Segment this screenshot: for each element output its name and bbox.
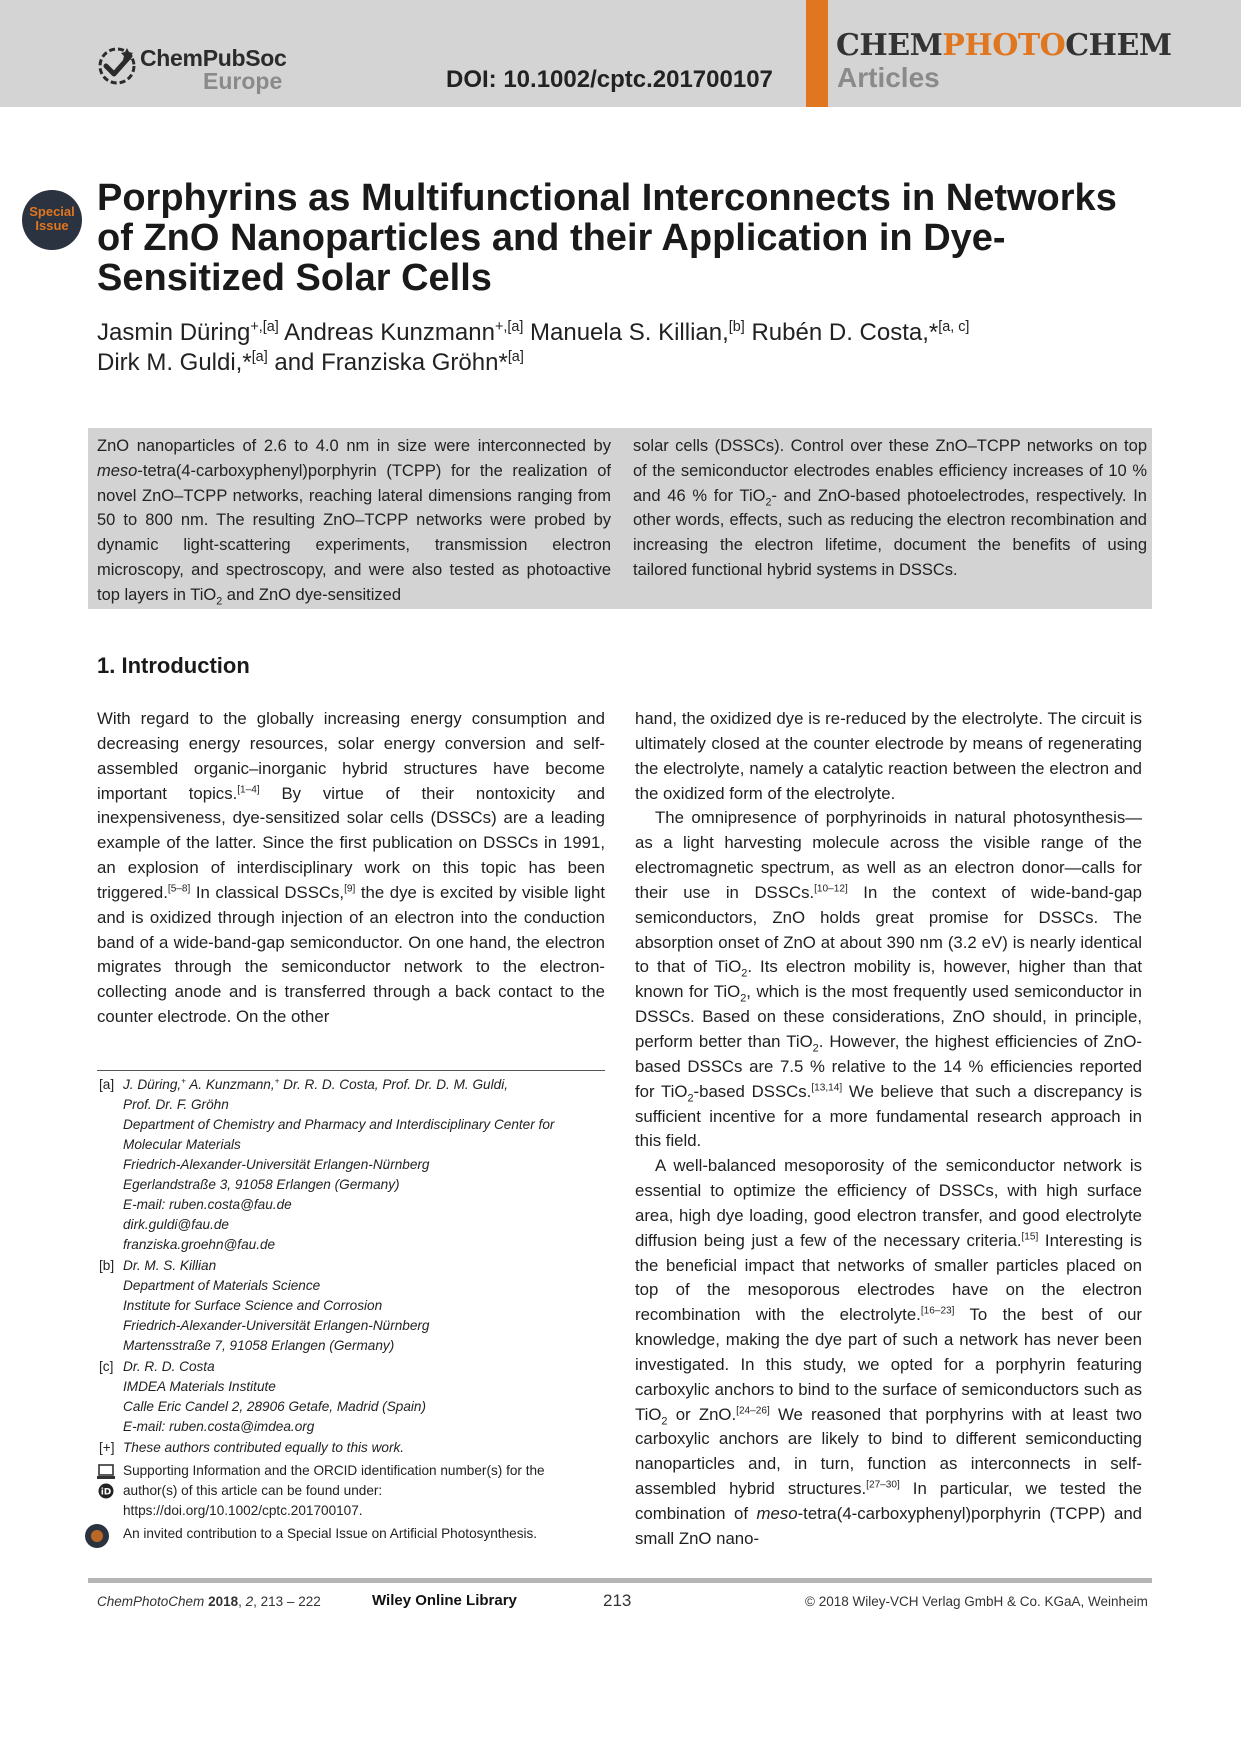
badge-line-2: Issue	[35, 218, 69, 233]
journal-name	[836, 29, 1172, 63]
footnote-text: J. Düring,+ A. Kunzmann,+ Dr. R. D. Costa, Prof. Dr. D. M. Guldi, Prof. Dr. F. Gröhn Department of Chemistry and Pharmacy and Interdisciplinary Center for Molecular Materials Friedrich-Alexander-Universität Erlangen-Nürnberg Egerlandstraße 3, 91058 Erlangen (Germany) E-mail: ruben.costa@fau.de dirk.guldi@fau.de franziska.groehn@fau.de	[123, 1076, 555, 1252]
footnote-label: [c]	[99, 1359, 114, 1374]
author-name: Andreas Kunzmann	[284, 319, 495, 346]
footnote-label: [b]	[99, 1258, 115, 1273]
footer-citation: ChemPhotoChem 2018, 2, 213 – 222	[97, 1594, 321, 1609]
orcid-icon	[97, 1483, 115, 1499]
author-affiliation: [b]	[728, 319, 745, 335]
body-left-column	[97, 707, 605, 1030]
footnote-label: [a]	[99, 1077, 115, 1092]
author-name: Jasmin Düring	[97, 319, 251, 346]
footnote-special-issue	[97, 1524, 605, 1544]
computer-icon	[97, 1464, 115, 1480]
author-affiliation: [a, c]	[938, 319, 970, 335]
author-affiliation: [a]	[251, 349, 268, 365]
footnotes	[97, 1075, 605, 1545]
paragraph: A well-balanced mesoporosity of the semiconductor network is essential to optimize the efficiency of DSSCs, with high surface area, high dye loading, good electron transfer, and good electrolyte diffusion being just a few of the necessary criteria.[15] Interesting is the beneficial impact that networks of smaller particles placed on top of the mesoporous electrodes have on the electron recombination with the electrolyte.[16–23] To the best of our knowledge, making the dye part of such a network has never been investigated. In this study, we opted for a porphyrin featuring carboxylic anchors to bind to the surface of semiconductors such as TiO$_2$ or ZnO.[24–26] We reasoned that porphyrins with at least two carboxylic anchors are likely to bind to different semiconducting nanoparticles and, in turn, function as interconnects in self-assembled hybrid structures.[27–30] In particular, we tested the combination of meso-tetra(4-carboxyphenyl)porphyrin (TCPP) and small ZnO nano-	[635, 1156, 1142, 1548]
paragraph: The omnipresence of porphyrinoids in natural photosynthesis—as a light harvesting molecule across the visible range of the electromagnetic spectrum, as well as an electron donor—calls for their use in DSSCs.[10–12] In the context of wide-band-gap semiconductors, ZnO holds great promise for DSSCs. The absorption onset of ZnO at about 390 nm (3.2 eV) is nearly identical to that of TiO$_2$. Its electron mobility is, however, higher than that known for TiO$_2$, which is the most frequently used semiconductor in DSSCs. Based on these considerations, ZnO should, in principle, perform better than TiO$_2$. However, the highest efficiencies of ZnO-based DSSCs are 7.5 % relative to the 14 % efficiencies reported for TiO$_2$-based DSSCs.[13,14] We believe that such a discrepancy is sufficient incentive for a more fundamental research approach in this field.	[635, 808, 1142, 1151]
article-title: Porphyrins as Multifunctional Interconnects in Networks of ZnO Nanoparticles and their Application in Dye-Sensitized Solar Cells	[97, 177, 1117, 299]
footnote-a	[97, 1075, 605, 1255]
author-list	[97, 318, 1157, 378]
chempubsoc-logo-icon	[97, 44, 139, 88]
page-number: 213	[603, 1591, 632, 1610]
footnote-plus	[97, 1438, 605, 1458]
author-affiliation: +,[a]	[250, 319, 279, 335]
footnote-supporting-info	[97, 1461, 605, 1521]
author-affiliation: +,[a]	[494, 319, 524, 335]
page-header	[0, 0, 1241, 107]
footnote-text: Supporting Information and the ORCID identification number(s) for the author(s) of this article can be found under: https://doi.org/10.1002/cptc.201700107.	[123, 1463, 545, 1518]
journal-part-3: CHEM	[1065, 28, 1172, 63]
journal-part-1: CHEM	[836, 28, 943, 63]
footnote-divider	[97, 1070, 605, 1071]
author-name: and Franziska Gröhn*	[274, 349, 508, 376]
footnote-text: Dr. R. D. Costa IMDEA Materials Institute Calle Eric Candel 2, 28906 Getafe, Madrid (Spain) E-mail: ruben.costa@imdea.org	[123, 1359, 426, 1434]
footer-library: Wiley Online Library	[372, 1592, 517, 1609]
footnote-text: Dr. M. S. Killian Department of Materials Science Institute for Surface Science and Corrosion Friedrich-Alexander-Universität Erlangen-Nürnberg Martensstraße 7, 91058 Erlangen (Germany)	[123, 1258, 430, 1353]
paragraph: hand, the oxidized dye is re-reduced by the electrolyte. The circuit is ultimately closed at the counter electrode by means of regenerating the electrolyte, namely a catalytic reaction between the electron and the oxidized form of the electrolyte.	[635, 709, 1142, 803]
author-name: Dirk M. Guldi,*	[97, 349, 252, 376]
footnote-text: These authors contributed equally to this work.	[123, 1440, 405, 1455]
journal-part-2: PHOTO	[942, 28, 1066, 63]
footnote-c	[97, 1357, 605, 1437]
publisher-sub: Europe	[203, 68, 283, 94]
abstract-right-column: solar cells (DSSCs). Control over these ZnO–TCPP networks on top of the semiconductor electrodes enables efficiency increases of 10 % and 46 % for TiO$_2$- and ZnO-based photoelectrodes, respectively. In other words, effects, such as reducing the electron recombination and increasing the electron lifetime, document the benefits of using tailored functional hybrid systems in DSSCs.	[633, 437, 1147, 579]
footnote-b	[97, 1256, 605, 1356]
article-section: Articles	[837, 62, 940, 93]
author-affiliation: [a]	[507, 349, 524, 365]
accent-bar	[806, 0, 828, 107]
special-issue-icon	[84, 1523, 110, 1549]
publisher-name: ChemPubSoc	[140, 45, 287, 71]
abstract-box	[88, 428, 1152, 609]
doi: DOI: 10.1002/cptc.201700107	[446, 66, 773, 93]
footnote-label: [+]	[99, 1440, 115, 1455]
svg-text:iD: iD	[100, 1487, 112, 1498]
author-name: Manuela S. Killian,	[530, 319, 729, 346]
author-name: Rubén D. Costa,*	[751, 319, 939, 346]
footnote-text: An invited contribution to a Special Issue on Artificial Photosynthesis.	[123, 1526, 538, 1541]
body-right-column	[635, 707, 1142, 1552]
footer-divider	[88, 1578, 1152, 1583]
badge-line-1: Special	[29, 204, 75, 219]
abstract-left-column: ZnO nanoparticles of 2.6 to 4.0 nm in size were interconnected by meso-tetra(4-carboxyphenyl)porphyrin (TCPP) for the realization of novel ZnO–TCPP networks, reaching lateral dimensions ranging from 50 to 800 nm. The resulting ZnO–TCPP networks were probed by dynamic light-scattering experiments, transmission electron microscopy, and spectroscopy, and were also tested as photoactive top layers in TiO$_2$ and ZnO dye-sensitized	[97, 437, 611, 608]
paragraph: With regard to the globally increasing energy consumption and decreasing energy resources, solar energy conversion and self-assembled organic–inorganic hybrid structures have become important topics.[1–4] By virtue of their nontoxicity and inexpensiveness, dye-sensitized solar cells (DSSCs) are a leading example of the latter. Since the first publication on DSSCs in 1991, an explosion of interdisciplinary work on this topic has been triggered.[5–8] In classical DSSCs,[9] the dye is excited by visible light and is oxidized through injection of an electron into the conduction band of a wide-band-gap semiconductor. On one hand, the electron migrates through the semiconductor network to the electron-collecting anode and is transferred through a back contact to the counter electrode. On the other	[97, 709, 605, 1027]
section-heading: 1. Introduction	[97, 653, 250, 678]
special-issue-badge	[22, 190, 82, 250]
footer-copyright: © 2018 Wiley-VCH Verlag GmbH & Co. KGaA, Weinheim	[805, 1594, 1148, 1609]
